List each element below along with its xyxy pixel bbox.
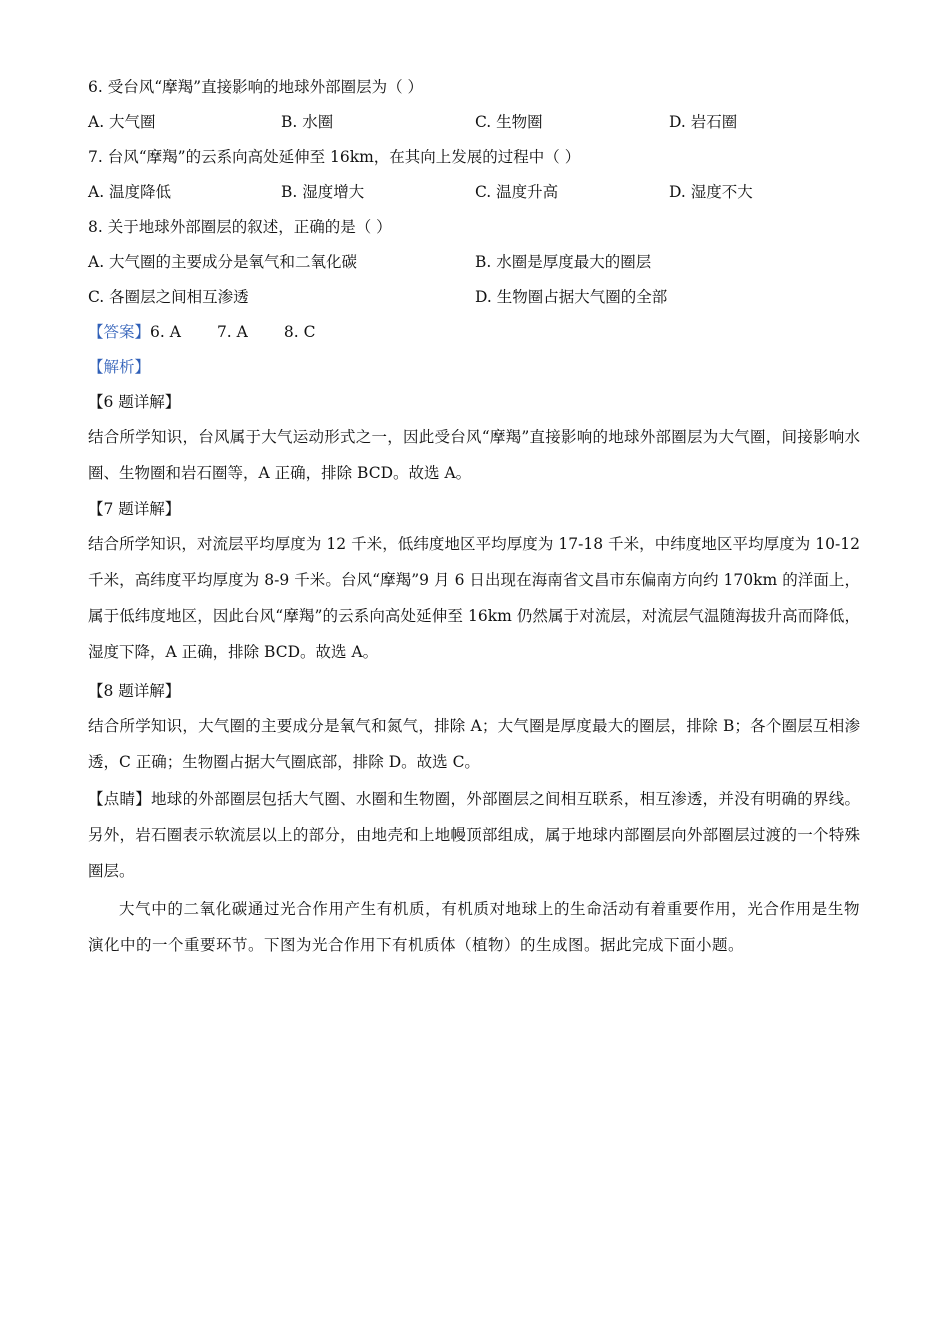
analysis-label: 【解析】 (88, 358, 151, 376)
question-7-stem: 7. 台风“摩羯”的云系向高处延伸至 16km，在其向上发展的过程中（ ） (88, 148, 581, 166)
question-6-options (88, 112, 868, 132)
detail-7-text: 结合所学知识，对流层平均厚度为 12 千米，低纬度地区平均厚度为 17-18 千米，中纬度地区平均厚度为 10-12 千米，高纬度平均厚度为 8-9 千米。台风“摩羯”9 月 6 日出现在海南省文昌市东偏南方向约 170km 的洋面上，属于低纬度地区，因此台风“摩羯”的云系向高处延伸至 16km 仍然属于对流层，对流层气温随海拔升高而降低，湿度下降，A 正确，排除 BCD。故选 A。 (88, 535, 860, 661)
question-8-options-row-2 (88, 287, 868, 307)
question-6-option-a: A. 大气圈 (88, 113, 156, 131)
question-8-option-c: C. 各圈层之间相互渗透 (88, 288, 249, 306)
question-8-stem: 8. 关于地球外部圈层的叙述，正确的是（ ） (88, 218, 392, 236)
question-6-stem: 6. 受台风“摩羯”直接影响的地球外部圈层为（ ） (88, 78, 423, 96)
answer-item-6: 6. A (150, 323, 181, 341)
question-6-option-b: B. 水圈 (281, 113, 334, 131)
question-8-options-row-1 (88, 252, 868, 272)
question-7-option-b: B. 湿度增大 (281, 183, 365, 201)
detail-8-text: 结合所学知识，大气圈的主要成分是氧气和氮气，排除 A；大气圈是厚度最大的圈层，排除 B；各个圈层互相渗透，C 正确；生物圈占据大气圈底部，排除 D。故选 C。 (88, 717, 860, 771)
question-7-option-a: A. 温度降低 (88, 183, 172, 201)
question-7-options (88, 182, 868, 202)
detail-7-title: 【7 题详解】 (88, 500, 181, 518)
answer-item-7: 7. A (216, 323, 248, 341)
tip-paragraph (88, 781, 860, 889)
question-6-option-c: C. 生物圈 (475, 113, 543, 131)
detail-6-text: 结合所学知识，台风属于大气运动形式之一，因此受台风“摩羯”直接影响的地球外部圈层为大气圈，间接影响水圈、生物圈和岩石圈等，A 正确，排除 BCD。故选 A。 (88, 428, 860, 482)
question-7-option-d: D. 湿度不大 (669, 183, 753, 201)
tip-label: 【点睛】 (88, 790, 152, 808)
question-6-option-d: D. 岩石圈 (669, 113, 738, 131)
question-8-option-b: B. 水圈是厚度最大的圈层 (475, 253, 652, 271)
question-7-option-c: C. 温度升高 (475, 183, 559, 201)
answer-item-8: 8. C (283, 323, 316, 341)
detail-8-title: 【8 题详解】 (88, 682, 181, 700)
question-8-option-a: A. 大气圈的主要成分是氧气和二氧化碳 (88, 253, 358, 271)
tip-text: 地球的外部圈层包括大气圈、水圈和生物圈，外部圈层之间相互联系，相互渗透，并没有明确的界线。另外，岩石圈表示软流层以上的部分，由地壳和上地幔顶部组成，属于地球内部圈层向外部圈层过渡的一个特殊圈层。 (88, 790, 860, 880)
detail-6-title: 【6 题详解】 (88, 393, 181, 411)
answer-line (88, 322, 351, 342)
answer-label: 【答案】 (88, 323, 151, 341)
intro-paragraph: 大气中的二氧化碳通过光合作用产生有机质，有机质对地球上的生命活动有着重要作用，光合作用是生物演化中的一个重要环节。下图为光合作用下有机质体（植物）的生成图。据此完成下面小题。 (88, 900, 860, 954)
question-8-option-d: D. 生物圈占据大气圈的全部 (475, 288, 668, 306)
